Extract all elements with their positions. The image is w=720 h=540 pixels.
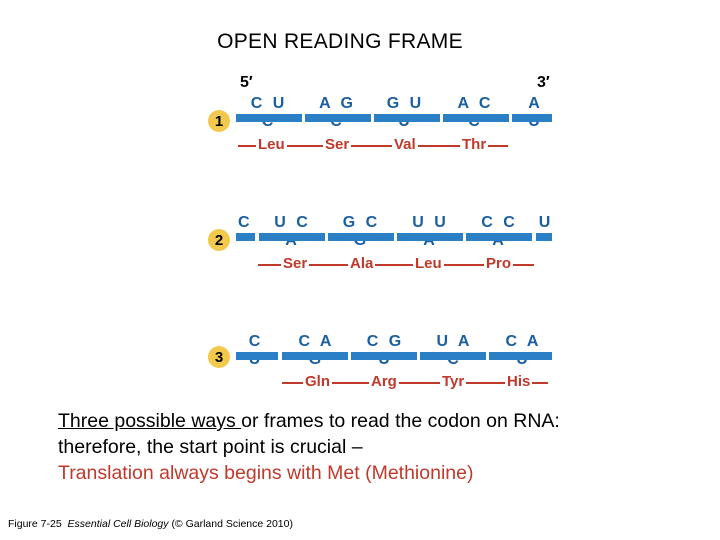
rna-segment bbox=[236, 114, 302, 122]
rna-segment bbox=[351, 352, 417, 360]
amino-acid: Leu bbox=[258, 136, 285, 153]
codon: A bbox=[528, 95, 543, 112]
codon: U A bbox=[436, 333, 473, 350]
codon: C G bbox=[366, 333, 405, 350]
codon: C bbox=[248, 333, 264, 350]
amino-acid: Leu bbox=[415, 255, 442, 272]
codon: G C bbox=[342, 214, 381, 231]
rna-segment bbox=[282, 352, 348, 360]
rna-segment bbox=[305, 114, 371, 122]
caption-underlined: Three possible ways bbox=[58, 410, 242, 432]
rna-segment bbox=[536, 233, 552, 241]
codon: A C bbox=[457, 95, 494, 112]
rna-segment bbox=[466, 233, 532, 241]
copyright-text: (© Garland Science 2010) bbox=[171, 518, 293, 530]
amino-acid: Arg bbox=[371, 373, 397, 390]
amino-acid: His bbox=[507, 373, 531, 390]
five-prime-label: 5′ bbox=[240, 74, 253, 91]
rna-segment bbox=[420, 352, 486, 360]
frame-number-badge: 2 bbox=[208, 229, 230, 251]
rna-segment bbox=[397, 233, 463, 241]
amino-acid: Pro bbox=[486, 255, 512, 272]
codon: A G bbox=[319, 95, 356, 112]
caption-text-2: therefore, the start point bbox=[58, 436, 271, 458]
codon: U bbox=[538, 214, 554, 231]
rna-segment bbox=[328, 233, 394, 241]
figure-number: Figure 7-25 bbox=[8, 518, 62, 530]
rna-segment bbox=[374, 114, 440, 122]
codon: U U bbox=[412, 214, 449, 231]
frame-number-badge: 1 bbox=[208, 110, 230, 132]
codon: G U bbox=[386, 95, 425, 112]
rna-segment bbox=[443, 114, 509, 122]
frame-number-badge: 3 bbox=[208, 346, 230, 368]
book-title: Essential Cell Biology bbox=[67, 518, 169, 530]
codon: C C bbox=[481, 214, 518, 231]
three-prime-label: 3′ bbox=[537, 74, 550, 91]
amino-acid: Ala bbox=[350, 255, 374, 272]
amino-acid: Ser bbox=[325, 136, 350, 153]
caption-text bbox=[58, 408, 698, 486]
amino-acid: Thr bbox=[462, 136, 487, 153]
rna-segment bbox=[259, 233, 325, 241]
caption-text-3: is crucial – bbox=[270, 436, 363, 458]
codon: U C bbox=[274, 214, 311, 231]
amino-acid: Tyr bbox=[442, 373, 465, 390]
codon: C bbox=[238, 214, 253, 231]
amino-acid: Gln bbox=[305, 373, 330, 390]
rna-segment bbox=[512, 114, 552, 122]
amino-acid: Val bbox=[394, 136, 416, 153]
page-title: OPEN READING FRAME bbox=[217, 30, 463, 53]
codon: C U bbox=[250, 95, 288, 112]
caption-text-1: or frames to read the codon on RNA: bbox=[241, 410, 560, 432]
rna-segment bbox=[236, 352, 278, 360]
rna-segment bbox=[236, 233, 255, 241]
codon: C A bbox=[505, 333, 542, 350]
amino-acid: Ser bbox=[283, 255, 308, 272]
figure-reference bbox=[8, 518, 293, 530]
codon: C A bbox=[298, 333, 335, 350]
rna-segment bbox=[489, 352, 552, 360]
caption-highlight: Translation always begins with Met (Methionine) bbox=[58, 462, 474, 484]
